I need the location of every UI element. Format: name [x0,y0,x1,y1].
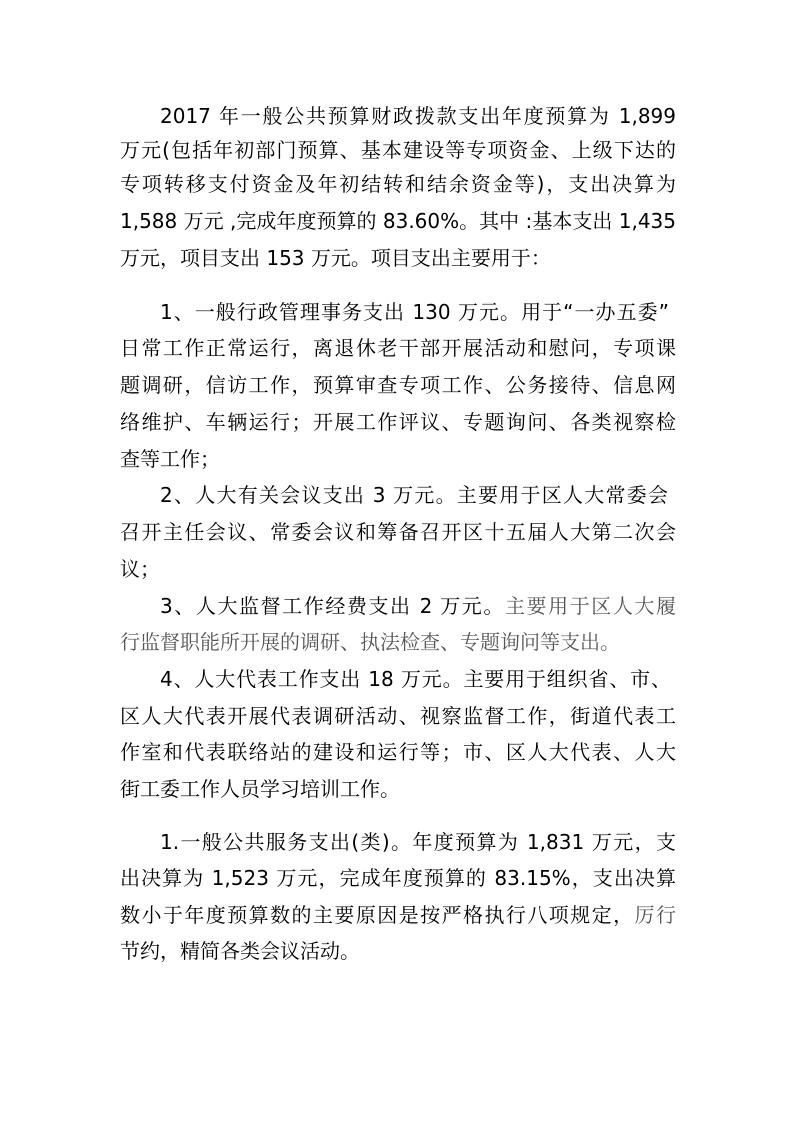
p1-line-4: 1,588 万元 ,完成年度预算的 83.60%。其中 :基本支出 1,435 [120,209,676,233]
p5-line-3: 作室和代表联络站的建设和运行等；市、区人大代表、人大 [120,740,676,764]
p2-line-4: 络维护、车辆运行；开展工作评议、专题询问、各类视察检 [120,410,676,434]
p6-line-3-tail: 厉行 [634,903,677,927]
p3-line-1: 2、人大有关会议支出 3 万元。主要用于区人大常委会 [160,483,668,507]
p2-line-1: 1、一般行政管理事务支出 130 万元。用于“一办五委” [160,300,669,324]
p1-line-2: 万元(包括年初部门预算、基本建设等专项资金、上级下达的 [120,138,676,162]
p6-line-4: 节约，精简各类会议活动。 [120,939,360,963]
p6-line-3 [0,899,793,932]
p5-line-1: 4、人大代表工作支出 18 万元。主要用于组织省、市、 [160,667,671,691]
p4-line-1-title: 3、人大监督工作经费支出 2 万元。 [160,594,505,618]
p4-line-2: 行监督职能所开展的调研、执法检查、专题询问等支出。 [120,630,620,654]
p3-line-2: 召开主任会议、常委会议和筹备召开区十五届人大第二次会 [120,520,676,544]
p6-line-3-main: 数小于年度预算数的主要原因是按严格执行八项规定， [120,903,635,927]
p4-line-1-detail: 主要用于区人大履 [504,594,677,618]
p6-line-1: 1.一般公共服务支出(类)。年度预算为 1,831 万元，支 [160,830,676,854]
p2-line-2: 日常工作正常运行，离退休老干部开展活动和慰问，专项课 [120,336,676,360]
p6-line-2: 出决算为 1,523 万元，完成年度预算的 83.15%，支出决算 [120,866,676,890]
p1-line-1: 2017 年一般公共预算财政拨款支出年度预算为 1,899 [160,104,676,128]
p2-line-3: 题调研，信访工作，预算审查专项工作、公务接待、信息网 [120,373,676,397]
p3-line-3: 议； [120,557,160,581]
p1-line-5: 万元，项目支出 153 万元。项目支出主要用于： [120,246,551,270]
p1-line-3: 专项转移支付资金及年初结转和结余资金等)，支出决算为 [120,172,676,196]
p5-line-4: 街工委工作人员学习培训工作。 [120,777,400,801]
p5-line-2: 区人大代表开展代表调研活动、视察监督工作，街道代表工 [120,704,676,728]
p2-line-5: 查等工作； [120,447,220,471]
p4-line-1 [0,590,793,623]
